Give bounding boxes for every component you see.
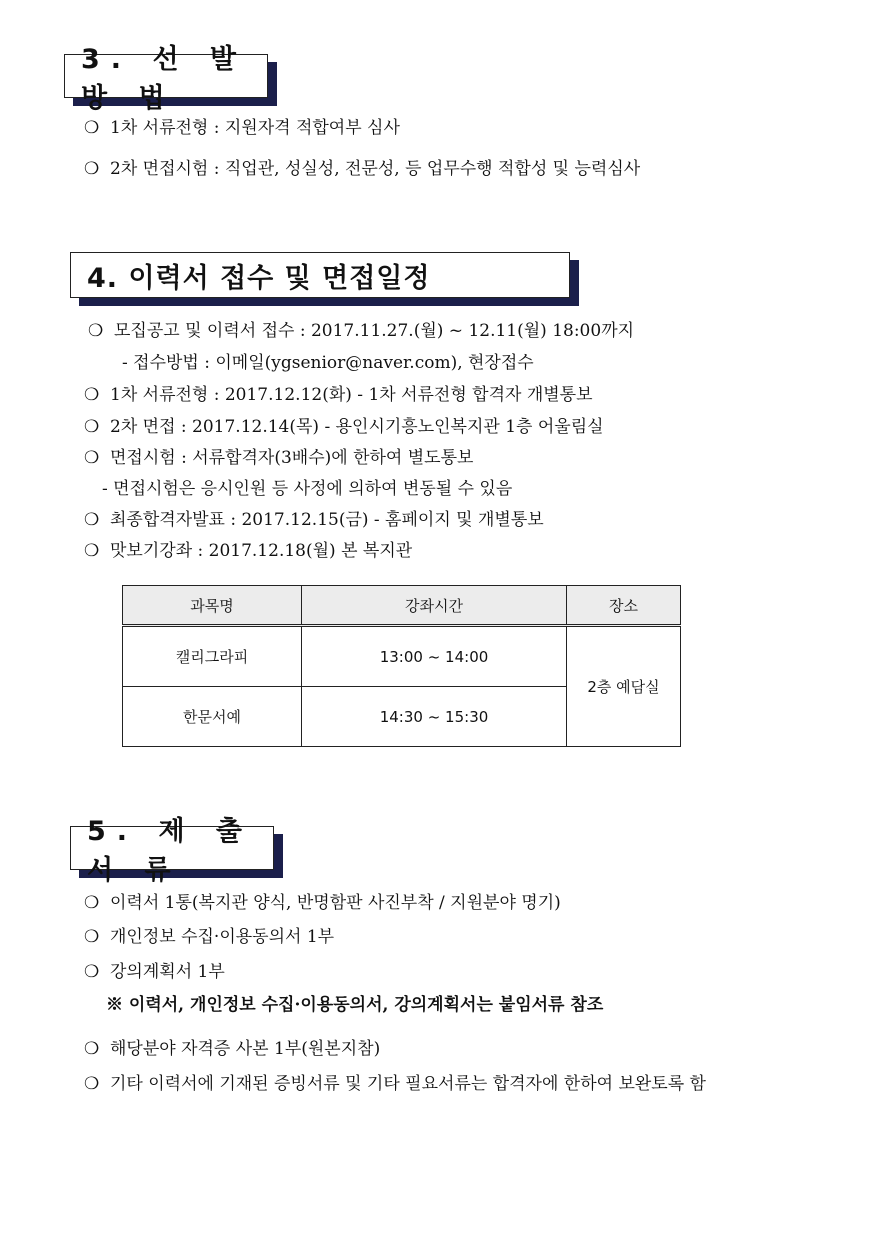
- circle-bullet-icon: ❍: [84, 893, 100, 913]
- section3-heading: [64, 44, 268, 114]
- header-location: 장소: [567, 586, 681, 626]
- section4-item-3: ❍ 2차 면접 : 2017.12.14(목) - 용인시기흥노인복지관 1층 어울림실: [84, 417, 604, 437]
- cell-subject: 캘리그라피: [123, 626, 302, 687]
- section4-title: 4. 이력서 접수 및 면접일정: [87, 262, 431, 294]
- section4-item-2: ❍ 1차 서류전형 : 2017.12.12(화) - 1차 서류전형 합격자 개별통보: [84, 385, 593, 405]
- section4-item-6: ❍ 맛보기강좌 : 2017.12.18(월) 본 복지관: [84, 541, 413, 561]
- section3-title: 3. 선 발 방 법: [81, 44, 248, 114]
- section4-heading: [70, 252, 570, 298]
- section5-item-4: ❍ 해당분야 자격증 사본 1부(원본지참): [84, 1039, 381, 1059]
- table-header-row: [123, 586, 681, 626]
- circle-bullet-icon: ❍: [84, 541, 100, 561]
- section3-item-1: ❍ 1차 서류전형 : 지원자격 적합여부 심사: [84, 118, 400, 138]
- circle-bullet-icon: ❍: [84, 1074, 100, 1094]
- schedule-table: [122, 585, 681, 747]
- section5-note: ※ 이력서, 개인정보 수집·이용동의서, 강의계획서는 붙임서류 참조: [106, 995, 604, 1015]
- section5-heading: [70, 816, 274, 886]
- circle-bullet-icon: ❍: [88, 321, 104, 341]
- section4-subitem-2: - 면접시험은 응시인원 등 사정에 의하여 변동될 수 있음: [102, 479, 513, 499]
- circle-bullet-icon: ❍: [84, 1039, 100, 1059]
- section4-subitem-1: - 접수방법 : 이메일(ygsenior@naver.com), 현장접수: [122, 353, 534, 373]
- section4-item-5: ❍ 최종합격자발표 : 2017.12.15(금) - 홈페이지 및 개별통보: [84, 510, 544, 530]
- circle-bullet-icon: ❍: [84, 118, 100, 138]
- cell-subject: 한문서예: [123, 687, 302, 747]
- section5-item-2: ❍ 개인정보 수집·이용동의서 1부: [84, 927, 335, 947]
- circle-bullet-icon: ❍: [84, 510, 100, 530]
- section5-item-1: ❍ 이력서 1통(복지관 양식, 반명함판 사진부착 / 지원분야 명기): [84, 893, 561, 913]
- section4-item-4: ❍ 면접시험 : 서류합격자(3배수)에 한하여 별도통보: [84, 448, 474, 468]
- section3-item-2: ❍ 2차 면접시험 : 직업관, 성실성, 전문성, 등 업무수행 적합성 및 능력심사: [84, 159, 641, 179]
- circle-bullet-icon: ❍: [84, 417, 100, 437]
- circle-bullet-icon: ❍: [84, 927, 100, 947]
- cell-location: 2층 예담실: [567, 626, 681, 747]
- section5-title: 5. 제 출 서 류: [87, 816, 254, 886]
- cell-time: 14:30 ~ 15:30: [302, 687, 567, 747]
- cell-time: 13:00 ~ 14:00: [302, 626, 567, 687]
- circle-bullet-icon: ❍: [84, 385, 100, 405]
- circle-bullet-icon: ❍: [84, 962, 100, 982]
- circle-bullet-icon: ❍: [84, 448, 100, 468]
- circle-bullet-icon: ❍: [84, 159, 100, 179]
- section5-item-3: ❍ 강의계획서 1부: [84, 962, 225, 982]
- table-row: [123, 626, 681, 687]
- header-subject: 과목명: [123, 586, 302, 626]
- section5-item-5: ❍ 기타 이력서에 기재된 증빙서류 및 기타 필요서류는 합격자에 한하여 보완토록 함: [84, 1074, 706, 1094]
- header-time: 강좌시간: [302, 586, 567, 626]
- section4-item-1: ❍ 모집공고 및 이력서 접수 : 2017.11.27.(월) ~ 12.11(월) 18:00까지: [88, 321, 635, 341]
